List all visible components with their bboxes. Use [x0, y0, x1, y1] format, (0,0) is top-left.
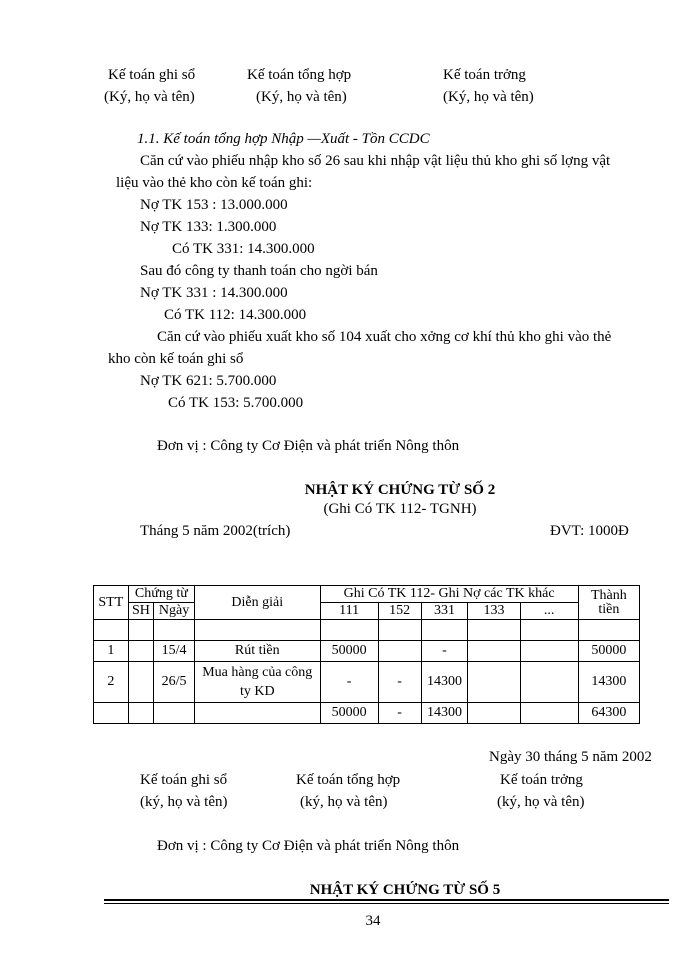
para3-line1: Căn cứ vào phiếu xuất kho số 104 xuất cho xởng cơ khí thủ kho ghi vào thẻ: [157, 329, 612, 345]
sig-top-chief-title: Kế toán trởng: [443, 67, 526, 83]
footer-rule: [104, 899, 669, 901]
table-row: 1 15/4 Rút tiền 50000 - 50000: [94, 641, 640, 662]
date-line: Ngày 30 tháng 5 năm 2002: [489, 749, 652, 765]
header-331: 331: [421, 603, 468, 620]
entry-debit-621: Nợ TK 621: 5.700.000: [140, 373, 277, 389]
journal5-title: NHẬT KÝ CHỨNG TỪ SỐ 5: [309, 882, 501, 898]
table-row-empty: [94, 620, 640, 641]
table-row-total: 50000 - 14300 64300: [94, 703, 640, 724]
sig-bottom-bookkeeper-sub: (ký, họ và tên): [140, 794, 228, 810]
sig-top-bookkeeper-title: Kế toán ghi sổ: [108, 67, 196, 83]
table-row: 2 26/5 Mua hàng của công ty KD - - 14300 14300: [94, 662, 640, 703]
entry-credit-153: Có TK 153: 5.700.000: [168, 395, 304, 411]
entry-debit-153: Nợ TK 153 : 13.000.000: [140, 197, 288, 213]
para1-line1: Căn cứ vào phiếu nhập kho số 26 sau khi nhập vật liệu thủ kho ghi số lợng vật: [140, 153, 611, 169]
journal2-title: NHẬT KÝ CHỨNG TỪ SỐ 2: [304, 482, 496, 498]
sig-bottom-general-sub: (ký, họ và tên): [300, 794, 388, 810]
header-dien-giai: Diễn giải: [195, 586, 321, 620]
para2: Sau đó công ty thanh toán cho ngời bán: [140, 263, 378, 279]
header-other: ...: [520, 603, 578, 620]
header-152: 152: [378, 603, 421, 620]
header-thanh-tien: Thành tiền: [578, 586, 639, 620]
sig-bottom-chief-title: Kế toán trởng: [500, 772, 583, 788]
sig-top-general-title: Kế toán tổng hợp: [247, 67, 352, 83]
header-sh: SH: [128, 603, 154, 620]
sig-bottom-chief-sub: (ký, họ và tên): [497, 794, 585, 810]
journal2-subtitle: (Ghi Có TK 112- TGNH): [323, 501, 477, 517]
sig-top-bookkeeper-sub: (Ký, họ và tên): [104, 89, 195, 105]
journal2-table: [93, 585, 640, 724]
journal2-unit: ĐVT: 1000Đ: [550, 523, 629, 539]
entry-credit-331: Có TK 331: 14.300.000: [172, 241, 315, 257]
page-number: 34: [365, 913, 381, 929]
para3-line2: kho còn kế toán ghi sổ: [108, 351, 244, 367]
entry-debit-331: Nợ TK 331 : 14.300.000: [140, 285, 288, 301]
entry-credit-112: Có TK 112: 14.300.000: [164, 307, 307, 323]
header-chung-tu: Chứng từ: [128, 586, 194, 603]
footer-rule-thin: [104, 903, 669, 904]
header-ghi-co: Ghi Có TK 112- Ghi Nợ các TK khác: [320, 586, 578, 603]
unit-line-2: Đơn vị : Công ty Cơ Điện và phát triển Nông thôn: [157, 838, 460, 854]
section-heading: 1.1. Kế toán tổng hợp Nhập —Xuất - Tồn CCDC: [137, 131, 430, 147]
unit-line-1: Đơn vị : Công ty Cơ Điện và phát triển Nông thôn: [157, 438, 460, 454]
header-133: 133: [468, 603, 520, 620]
header-stt: STT: [94, 586, 129, 620]
sig-bottom-bookkeeper-title: Kế toán ghi sổ: [140, 772, 228, 788]
para1-line2: liệu vào thẻ kho còn kế toán ghi:: [116, 175, 313, 191]
sig-top-general-sub: (Ký, họ và tên): [256, 89, 347, 105]
header-111: 111: [320, 603, 378, 620]
header-ngay: Ngày: [154, 603, 195, 620]
sig-bottom-general-title: Kế toán tổng hợp: [296, 772, 401, 788]
entry-debit-133: Nợ TK 133: 1.300.000: [140, 219, 277, 235]
sig-top-chief-sub: (Ký, họ và tên): [443, 89, 534, 105]
journal2-period: Tháng 5 năm 2002(trích): [140, 523, 291, 539]
